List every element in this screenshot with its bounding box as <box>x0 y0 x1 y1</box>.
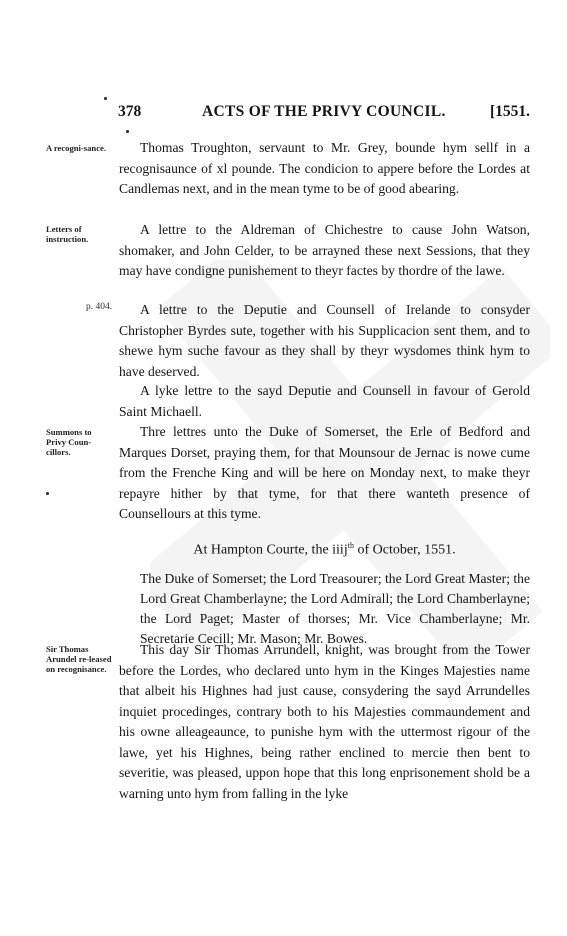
running-header <box>118 103 530 125</box>
page-number: 378 <box>118 103 142 120</box>
margin-dot <box>104 97 107 100</box>
side-note-arundel: Sir Thomas Arundel re-leased on recognisance. <box>46 644 112 674</box>
paragraph-saint-michaell: A lyke lettre to the sayd Deputie and Counsell in favour of Gerold Saint Michaell. <box>119 383 530 419</box>
meeting-heading <box>119 541 530 559</box>
side-note-letters: Letters of instruction. <box>46 224 89 244</box>
meeting-heading-place: At Hampton Courte, the iiij <box>193 542 348 558</box>
page-reference: p. 404. <box>86 302 113 312</box>
header-year: [1551. <box>489 103 530 120</box>
side-note-summons: Summons to Privy Coun-cillors. <box>46 427 92 457</box>
paragraph-summons: Thre lettres unto the Duke of Somerset, the Erle of Bedford and Marques Dorset, praying them, for that Mounsour de Jernac is nowe cume from the Frenche King and will be here on Monday next, to make theyr repayre hither by that tyme, for that there wanteth presence of Counsellours at this tyme. <box>119 424 530 521</box>
margin-dot <box>126 130 129 133</box>
meeting-heading-ordinal: th <box>347 541 354 550</box>
paragraph-arundel: This day Sir Thomas Arrundell, knight, was brought from the Tower before the Lordes, who declared unto hym in the Kinges Majesties name that albeit his Highnes had just cause, consydering the sayd Arrundelles inquiet procedinges, contrary both to his Majesties commaundement and his owne alleageaunce, to punishe hym with the uttermost rigour of the lawe, yet his Highnes, being rather enclined to mercie then bent to severitie, was pleased, uppon hope that this long enprisonement shold be a warning unto hym from falling in the lyke <box>119 642 530 801</box>
meeting-heading-date: of October, 1551. <box>353 542 456 558</box>
margin-dot <box>46 492 49 495</box>
attendees-list: The Duke of Somerset; the Lord Treasourer; the Lord Great Master; the Lord Great Chamberlayne; the Lord Admirall; the Lord Chamberlayne; the Lord Paget; Master of thorses; Mr. Vice Chamberlayne; Mr. Secretarie Cecill; Mr. Mason; Mr. Bowes. <box>140 571 530 646</box>
paragraph-irelande: A lettre to the Deputie and Counsell of Irelande to consyder Christopher Byrdes sute, together with his Supplicacion sent them, and to shewe hym suche favour as they shall by theyr wysdomes think hym to have deserved. <box>119 302 530 379</box>
running-title: ACTS OF THE PRIVY COUNCIL. <box>202 103 446 120</box>
paragraph-recognisance: Thomas Troughton, servaunt to Mr. Grey, bounde hym sellf in a recognisaunce of xl pounde. The condicion to appere before the Lordes at Candlemas next, and in the mean tyme to be of good abearing. <box>119 140 530 196</box>
side-note-recognisance: A recogni-sance. <box>46 143 106 153</box>
paragraph-chichestre: A lettre to the Aldreman of Chichestre to cause John Watson, shomaker, and John Celder, to be arrayned these next Sessions, that they may have condigne punishement to theyr factes by thordre of the lawe. <box>119 222 530 278</box>
